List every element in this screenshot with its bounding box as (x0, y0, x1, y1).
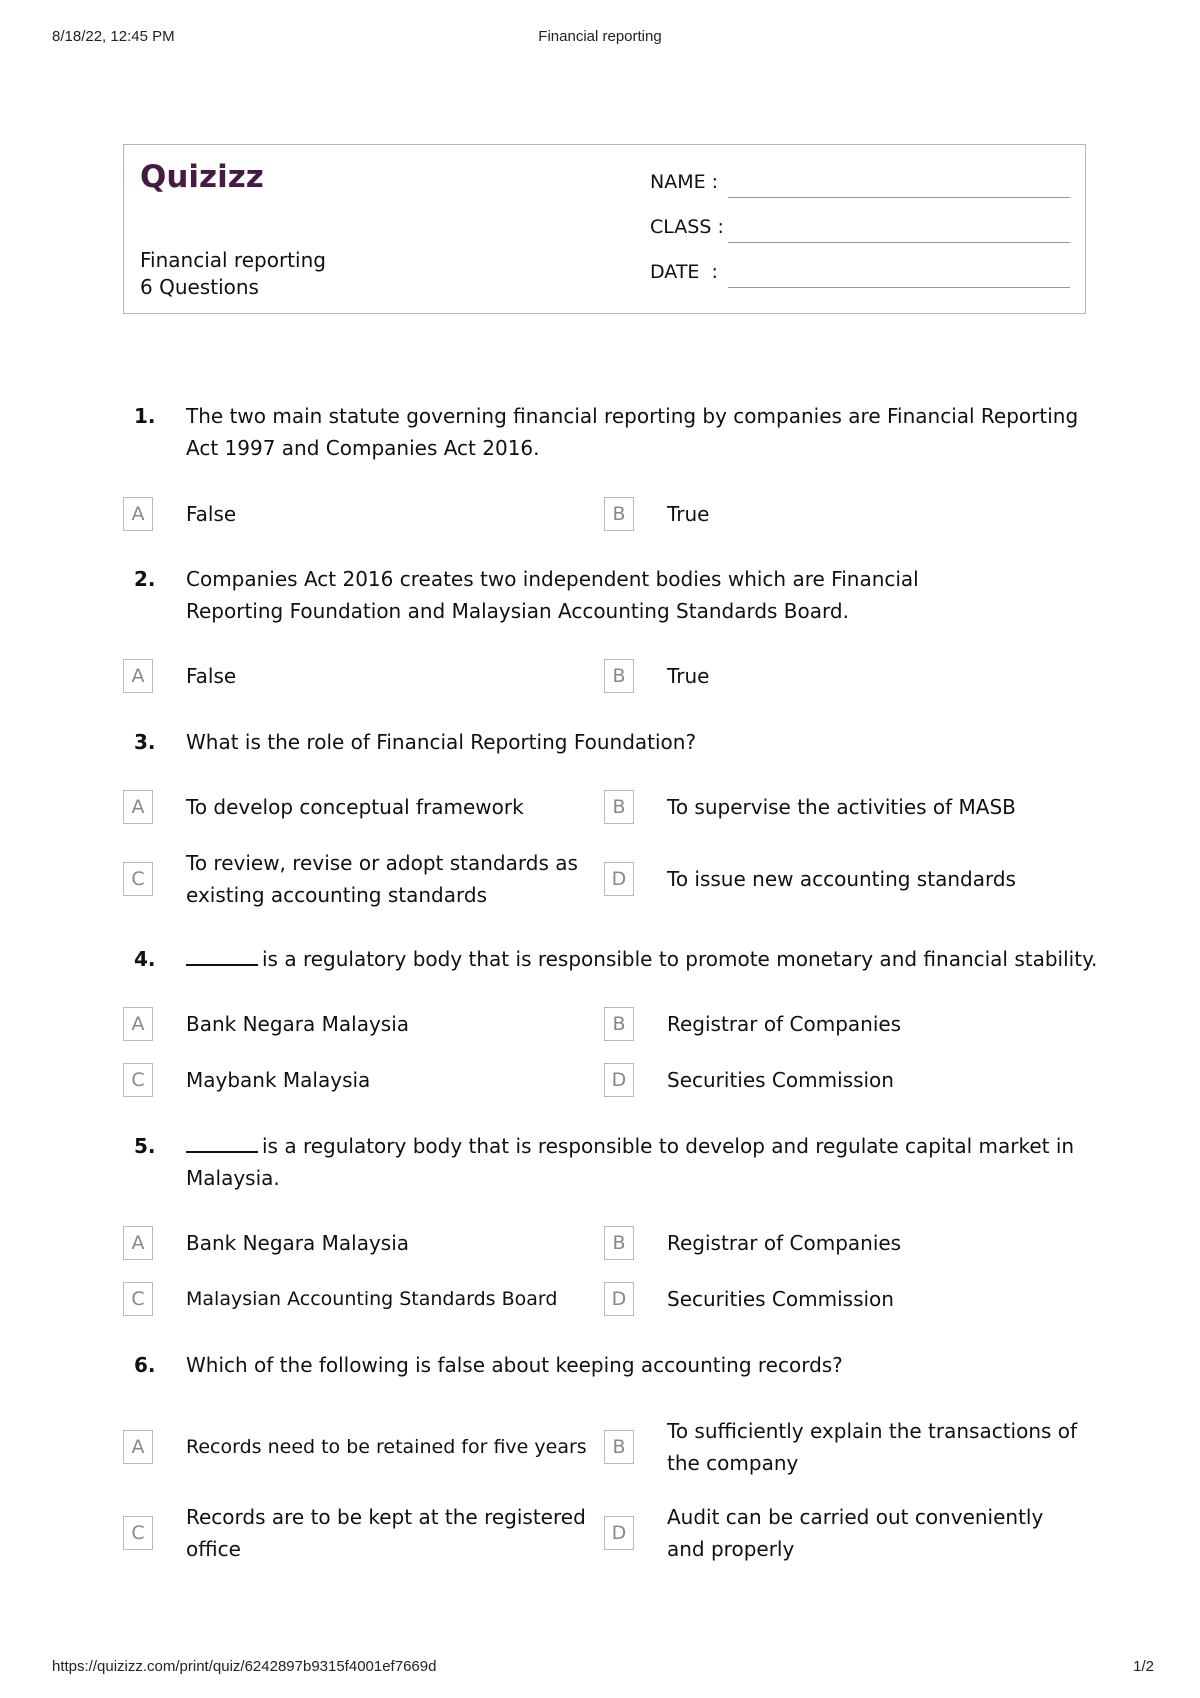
question-number: 3. (134, 730, 156, 754)
name-label: NAME : (650, 171, 719, 193)
quiz-title: Financial reporting (140, 248, 326, 272)
option-letter: B (604, 1430, 634, 1464)
print-footer (0, 1658, 1200, 1678)
option-text: Registrar of Companies (667, 1012, 902, 1036)
question-number: 4. (134, 947, 156, 971)
option-text: To issue new accounting standards (667, 867, 1016, 891)
question-text: Companies Act 2016 creates two independent bodies which are Financial Reporting Foundation and Malaysian Accounting Standards Board. (186, 567, 919, 623)
date-label: DATE : (650, 261, 718, 283)
option-text: False (186, 502, 237, 526)
quizizz-logo: Quizizz (140, 159, 264, 195)
option-text: Registrar of Companies (667, 1231, 902, 1255)
print-datetime: 8/18/22, 12:45 PM (52, 28, 175, 45)
option-letter: A (123, 497, 153, 531)
answer-blank (186, 964, 258, 966)
option-letter: B (604, 497, 634, 531)
name-line (728, 197, 1070, 198)
question-count: 6 Questions (140, 275, 259, 299)
date-line (728, 287, 1070, 288)
option-letter: A (123, 1226, 153, 1260)
option-text: To sufficiently explain the transactions of the company (667, 1419, 1078, 1475)
answer-blank (186, 1151, 258, 1153)
option-letter: D (604, 1282, 634, 1316)
option-letter: C (123, 1516, 153, 1550)
option-letter: D (604, 1063, 634, 1097)
question-number: 6. (134, 1353, 156, 1377)
option-text: Records are to be kept at the registered office (186, 1505, 586, 1561)
option-text: False (186, 664, 237, 688)
print-header (0, 28, 1200, 48)
option-text: Audit can be carried out conveniently and properly (667, 1505, 1044, 1561)
print-page-number: 1/2 (1133, 1658, 1154, 1675)
option-text: To develop conceptual framework (186, 795, 524, 819)
question-text-line (186, 943, 1098, 975)
option-text: Records need to be retained for five years (186, 1436, 587, 1458)
option-letter: C (123, 862, 153, 896)
option-text: True (667, 664, 710, 688)
print-url: https://quizizz.com/print/quiz/6242897b9315f4001ef7669d (52, 1658, 437, 1675)
question-text: The two main statute governing financial reporting by companies are Financial Reporting Act 1997 and Companies Act 2016. (186, 404, 1079, 460)
option-text: To review, revise or adopt standards as existing accounting standards (186, 851, 578, 907)
question-number: 5. (134, 1134, 156, 1158)
question-number: 1. (134, 404, 156, 428)
option-letter: B (604, 659, 634, 693)
option-letter: C (123, 1282, 153, 1316)
option-text: True (667, 502, 710, 526)
option-text: Securities Commission (667, 1068, 894, 1092)
date-field (650, 261, 1070, 291)
question-text-line (186, 1130, 1086, 1194)
option-letter: B (604, 1007, 634, 1041)
option-letter: B (604, 1226, 634, 1260)
option-text: Securities Commission (667, 1287, 894, 1311)
option-letter: A (123, 1430, 153, 1464)
class-label: CLASS : (650, 216, 724, 238)
question-text: is a regulatory body that is responsible to develop and regulate capital market in Malaysia. (186, 1134, 1075, 1190)
question-text: What is the role of Financial Reporting Foundation? (186, 730, 697, 754)
quiz-info-box (123, 144, 1086, 314)
option-text: Bank Negara Malaysia (186, 1012, 410, 1036)
option-letter: A (123, 790, 153, 824)
option-letter: A (123, 659, 153, 693)
question-number: 2. (134, 567, 156, 591)
class-field (650, 216, 1070, 246)
question-text: Which of the following is false about keeping accounting records? (186, 1353, 843, 1377)
option-letter: C (123, 1063, 153, 1097)
option-letter: A (123, 1007, 153, 1041)
option-text: Bank Negara Malaysia (186, 1231, 410, 1255)
option-text: Malaysian Accounting Standards Board (186, 1288, 558, 1310)
class-line (728, 242, 1070, 243)
option-text: Maybank Malaysia (186, 1068, 371, 1092)
option-letter: B (604, 790, 634, 824)
name-field (650, 171, 1070, 201)
option-letter: D (604, 862, 634, 896)
question-text: is a regulatory body that is responsible to promote monetary and financial stability. (262, 947, 1098, 971)
print-page-title: Financial reporting (538, 28, 662, 45)
option-letter: D (604, 1516, 634, 1550)
option-text: To supervise the activities of MASB (667, 795, 1016, 819)
